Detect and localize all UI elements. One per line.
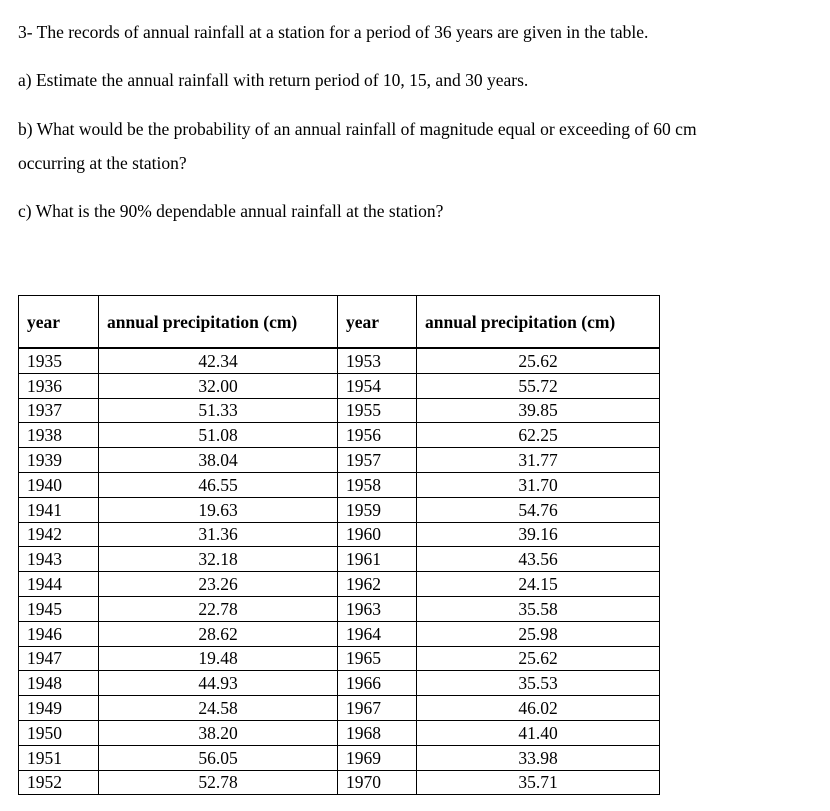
cell-precip-left: 44.93 [99,671,338,696]
table-row [19,621,660,646]
cell-precip-left: 32.18 [99,547,338,572]
cell-precip-right: 25.98 [417,621,660,646]
cell-year-right: 1964 [338,621,417,646]
cell-year-right: 1958 [338,472,417,497]
cell-year-left: 1951 [19,745,99,770]
table-row [19,572,660,597]
table-row [19,472,660,497]
cell-year-right: 1960 [338,522,417,547]
table-body [19,348,660,795]
cell-precip-left: 42.34 [99,348,338,373]
header-precip-left: annual precipitation (cm) [99,296,338,349]
cell-year-right: 1965 [338,646,417,671]
header-year-right: year [338,296,417,349]
cell-year-left: 1949 [19,696,99,721]
cell-year-left: 1941 [19,497,99,522]
cell-year-left: 1943 [19,547,99,572]
cell-precip-left: 24.58 [99,696,338,721]
cell-year-right: 1968 [338,720,417,745]
cell-precip-left: 46.55 [99,472,338,497]
cell-precip-left: 52.78 [99,770,338,795]
cell-precip-right: 62.25 [417,423,660,448]
cell-year-right: 1967 [338,696,417,721]
cell-precip-left: 23.26 [99,572,338,597]
table-row [19,547,660,572]
table-row [19,720,660,745]
cell-year-left: 1952 [19,770,99,795]
cell-year-right: 1963 [338,596,417,621]
cell-year-left: 1938 [19,423,99,448]
cell-precip-right: 35.71 [417,770,660,795]
cell-year-right: 1954 [338,373,417,398]
cell-year-right: 1962 [338,572,417,597]
cell-year-left: 1945 [19,596,99,621]
table-row [19,770,660,795]
cell-year-right: 1966 [338,671,417,696]
question-intro: 3- The records of annual rainfall at a station for a period of 36 years are given in the table. [18,22,649,42]
question-b-line1: b) What would be the probability of an annual rainfall of magnitude equal or exceeding of 60 cm [18,119,697,139]
table-row [19,596,660,621]
cell-year-right: 1969 [338,745,417,770]
cell-year-right: 1955 [338,398,417,423]
cell-precip-left: 22.78 [99,596,338,621]
table-row [19,646,660,671]
cell-precip-right: 25.62 [417,348,660,373]
table-header [19,296,660,349]
header-year-left: year [19,296,99,349]
question-b-line2: occurring at the station? [18,153,187,173]
table-row [19,398,660,423]
cell-precip-left: 19.63 [99,497,338,522]
table-row [19,448,660,473]
cell-year-left: 1950 [19,720,99,745]
table-row [19,696,660,721]
cell-precip-right: 41.40 [417,720,660,745]
table-row [19,373,660,398]
cell-year-right: 1953 [338,348,417,373]
table-row [19,423,660,448]
cell-precip-left: 56.05 [99,745,338,770]
cell-precip-left: 31.36 [99,522,338,547]
table-row [19,497,660,522]
cell-precip-left: 38.04 [99,448,338,473]
cell-precip-right: 46.02 [417,696,660,721]
cell-precip-right: 39.85 [417,398,660,423]
table-row [19,671,660,696]
cell-precip-right: 55.72 [417,373,660,398]
cell-year-left: 1946 [19,621,99,646]
cell-precip-right: 31.77 [417,448,660,473]
cell-precip-right: 33.98 [417,745,660,770]
cell-precip-right: 43.56 [417,547,660,572]
table-row [19,745,660,770]
cell-year-left: 1944 [19,572,99,597]
rainfall-table [18,295,660,795]
cell-precip-right: 24.15 [417,572,660,597]
cell-precip-right: 35.58 [417,596,660,621]
cell-year-left: 1947 [19,646,99,671]
table-header-row [19,296,660,349]
cell-precip-left: 28.62 [99,621,338,646]
cell-year-right: 1956 [338,423,417,448]
cell-precip-left: 51.08 [99,423,338,448]
cell-precip-right: 39.16 [417,522,660,547]
cell-precip-right: 25.62 [417,646,660,671]
table-row [19,348,660,373]
cell-year-left: 1940 [19,472,99,497]
cell-year-left: 1937 [19,398,99,423]
cell-year-left: 1935 [19,348,99,373]
cell-year-right: 1970 [338,770,417,795]
table-row [19,522,660,547]
cell-year-left: 1942 [19,522,99,547]
cell-precip-left: 51.33 [99,398,338,423]
cell-precip-right: 35.53 [417,671,660,696]
cell-precip-left: 38.20 [99,720,338,745]
cell-precip-left: 19.48 [99,646,338,671]
cell-precip-left: 32.00 [99,373,338,398]
question-c: c) What is the 90% dependable annual rainfall at the station? [18,201,444,221]
cell-precip-right: 54.76 [417,497,660,522]
cell-precip-right: 31.70 [417,472,660,497]
cell-year-left: 1939 [19,448,99,473]
cell-year-right: 1961 [338,547,417,572]
question-a: a) Estimate the annual rainfall with return period of 10, 15, and 30 years. [18,70,529,90]
cell-year-right: 1957 [338,448,417,473]
cell-year-right: 1959 [338,497,417,522]
cell-year-left: 1936 [19,373,99,398]
cell-year-left: 1948 [19,671,99,696]
header-precip-right: annual precipitation (cm) [417,296,660,349]
